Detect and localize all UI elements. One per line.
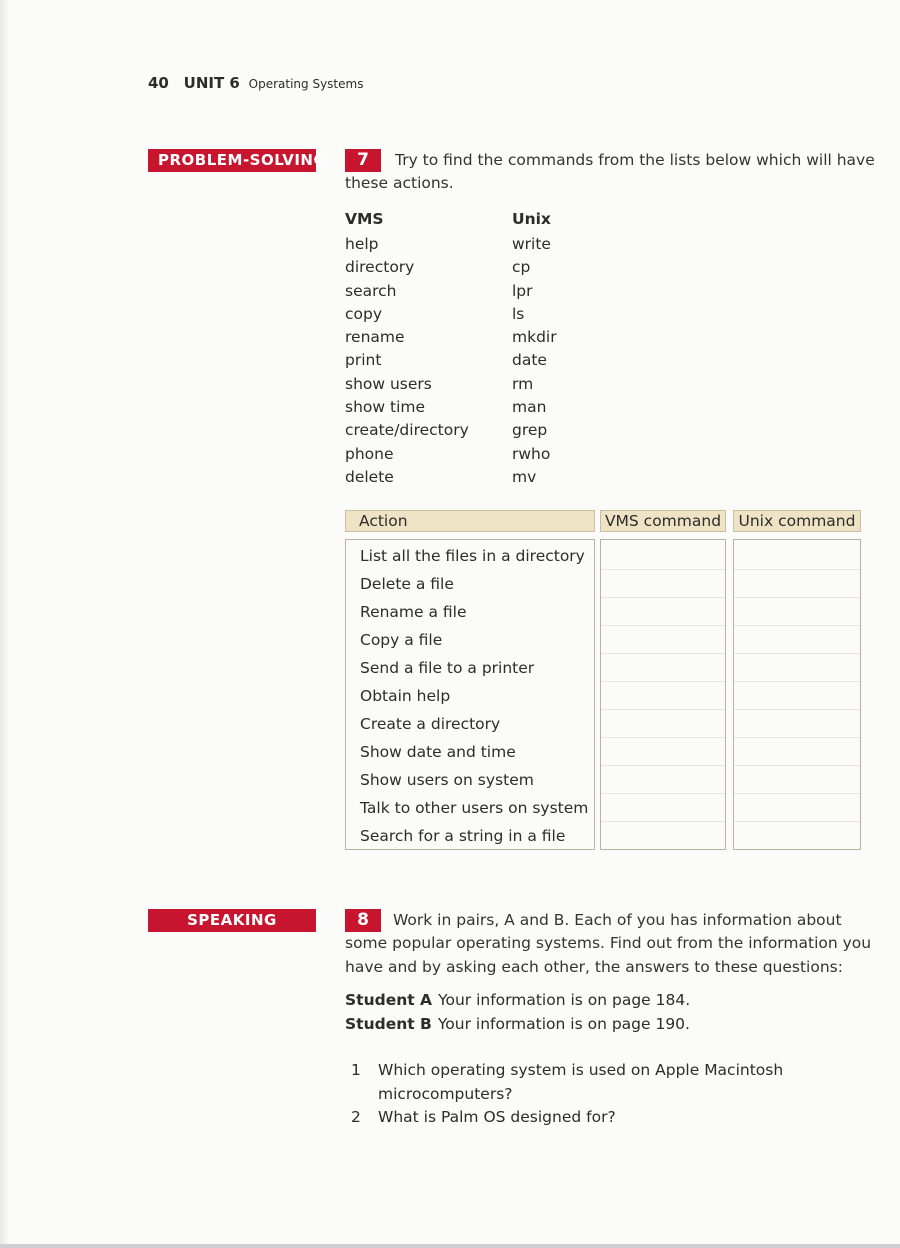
vms-command: copy (345, 304, 383, 323)
answer-line (601, 625, 725, 626)
vms-command: delete (345, 467, 394, 486)
unit-label: UNIT 6 (183, 74, 240, 92)
table-header-action: Action (345, 510, 595, 532)
answer-line (601, 737, 725, 738)
question-number: 1 (351, 1061, 361, 1079)
vms-command-list (345, 233, 469, 489)
answer-line (601, 681, 725, 682)
question-number: 2 (351, 1108, 361, 1126)
action-list (360, 542, 588, 850)
table-row-action: Send a file to a printer (360, 659, 535, 677)
answer-line (734, 597, 860, 598)
student-a-text: Your information is on page 184. (438, 991, 691, 1009)
answer-line (734, 625, 860, 626)
vms-command: rename (345, 328, 405, 347)
table-header-unix: Unix command (733, 510, 861, 532)
unix-answer-column[interactable] (733, 539, 861, 850)
unix-command: cp (512, 258, 531, 277)
student-a-label: Student A (345, 991, 433, 1009)
answer-line (601, 793, 725, 794)
student-b-line (345, 1013, 690, 1037)
answer-line (734, 793, 860, 794)
unit-title: Operating Systems (248, 77, 364, 91)
unix-command: lpr (512, 281, 533, 300)
student-a-line (345, 989, 690, 1013)
unix-heading: Unix (512, 210, 551, 228)
vms-heading: VMS (345, 210, 384, 228)
table-row-action: Copy a file (360, 631, 443, 649)
problem-instruction-line2: these actions. (345, 174, 454, 192)
table-row-action: Delete a file (360, 575, 454, 593)
list-item (351, 1059, 851, 1106)
page-number: 40 (148, 74, 169, 92)
answer-line (601, 597, 725, 598)
unix-command: mkdir (512, 328, 557, 347)
vms-answer-column[interactable] (600, 539, 726, 850)
answer-line (734, 653, 860, 654)
page-edge (0, 0, 10, 1248)
table-row-action: Show users on system (360, 771, 534, 789)
table-row-action: List all the files in a directory (360, 547, 585, 565)
answer-line (734, 569, 860, 570)
vms-command: show users (345, 374, 432, 393)
unix-command: mv (512, 467, 537, 486)
question-text: What is Palm OS designed for? (378, 1108, 616, 1126)
answer-line (734, 681, 860, 682)
student-assignments (345, 989, 690, 1036)
table-row-action: Create a directory (360, 715, 501, 733)
page-bottom-edge (0, 1244, 900, 1248)
answer-line (734, 765, 860, 766)
exercise-number-8: 8 (345, 909, 381, 932)
speaking-intro-line2: some popular operating systems. Find out from the information you (345, 934, 872, 952)
vms-command: help (345, 235, 379, 253)
unix-command: grep (512, 421, 548, 440)
problem-instruction-line1: Try to find the commands from the lists below which will have (395, 151, 875, 169)
unix-command-list (512, 233, 557, 489)
vms-command: create/directory (345, 421, 469, 440)
unix-command: man (512, 398, 547, 417)
answer-line (734, 821, 860, 822)
unix-command: write (512, 235, 551, 253)
problem-solving-label: PROBLEM-SOLVING (148, 149, 316, 172)
list-item (351, 1106, 851, 1130)
answer-line (601, 821, 725, 822)
answer-line (601, 569, 725, 570)
vms-command: directory (345, 258, 415, 277)
vms-command: show time (345, 398, 426, 417)
action-column (345, 539, 595, 850)
table-row-action: Obtain help (360, 687, 451, 705)
student-b-label: Student B (345, 1014, 432, 1033)
answer-line (601, 653, 725, 654)
table-row-action: Search for a string in a file (360, 827, 566, 845)
answer-line (734, 737, 860, 738)
vms-command: phone (345, 444, 394, 463)
table-header-vms: VMS command (600, 510, 726, 532)
exercise-number-7: 7 (345, 149, 381, 172)
running-head (148, 74, 363, 92)
question-text: Which operating system is used on Apple Macintosh (378, 1061, 784, 1079)
vms-command: search (345, 281, 397, 300)
speaking-intro-line1: Work in pairs, A and B. Each of you has information about (393, 911, 842, 929)
student-b-text: Your information is on page 190. (437, 1014, 690, 1033)
answer-line (734, 709, 860, 710)
unix-command: rm (512, 374, 534, 393)
speaking-intro-line3: have and by asking each other, the answers to these questions: (345, 958, 843, 976)
unix-command: date (512, 351, 547, 370)
table-row-action: Rename a file (360, 603, 467, 621)
answer-line (601, 709, 725, 710)
question-list (351, 1059, 851, 1130)
unix-command: rwho (512, 444, 551, 463)
question-text: microcomputers? (378, 1084, 513, 1103)
unix-command: ls (512, 304, 525, 323)
table-row-action: Show date and time (360, 743, 516, 761)
vms-command: print (345, 351, 382, 370)
table-row-action: Talk to other users on system (360, 799, 589, 817)
answer-line (601, 765, 725, 766)
speaking-label: SPEAKING (148, 909, 316, 932)
